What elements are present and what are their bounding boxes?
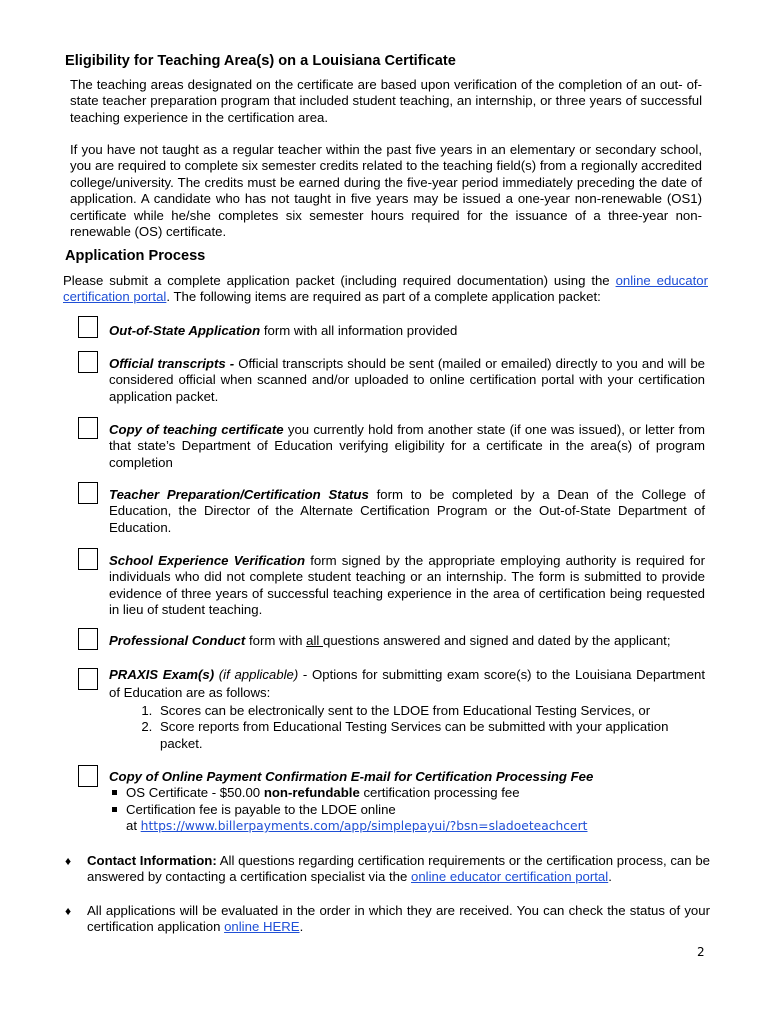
item-description: Official transcripts should be sent (mailed or emailed) directly to you and will be considered official when scanned and/or uploaded to online certification portal with your certification application packet.	[109, 356, 705, 404]
item-description: form with all information provided	[260, 323, 458, 338]
item-title: Professional Conduct	[109, 633, 246, 648]
diamond-bullet-icon: ♦	[65, 904, 72, 918]
certification-portal-link[interactable]: online educator certification portal	[63, 273, 708, 305]
item-description: - Options for submitting exam score(s) to the Louisiana Department of Education are as follows:	[109, 667, 705, 700]
payment-url-link[interactable]: https://www.billerpayments.com/app/simplepayui/?bsn=sladoeteachcert	[140, 819, 588, 834]
item-title: Copy of teaching certificate	[109, 422, 284, 437]
item-description: form signed by the appropriate employing authority is required for individuals who did not complete student teaching or an internship. The form is submitted to provide evidence of three years of successful teaching experience in the area of certification being requested in lieu of student teaching.	[109, 553, 705, 618]
payable-text: Certification fee is payable to the LDOE online	[126, 801, 396, 817]
item-description: form to be completed by a Dean of the College of Education, the Director of the Alternate Certification Program or the Out-of-State Department of Education.	[109, 487, 706, 535]
checklist-item-text	[109, 422, 705, 471]
item-title: Official transcripts -	[109, 356, 235, 371]
checklist-item-text	[109, 356, 705, 405]
intro-text-after: . The following items are required as part of a complete application packet:	[166, 289, 601, 305]
contact-text	[87, 853, 710, 886]
diamond-bullet-icon: ♦	[65, 854, 72, 868]
list-item	[126, 785, 705, 801]
item-emphasis: all	[306, 633, 323, 648]
contact-label: Contact Information:	[87, 853, 217, 868]
item-qualifier: (if applicable)	[214, 667, 299, 682]
item-title: Teacher Preparation/Certification Status	[109, 487, 369, 502]
evaluation-text	[87, 903, 710, 936]
checkbox[interactable]	[78, 316, 98, 338]
evaluation-description: All applications will be evaluated in the order in which they are received. You can check the status of your certification application	[87, 903, 710, 935]
eligibility-paragraph-2: If you have not taught as a regular teacher within the past five years in an elementary or secondary school, you are required to complete six semester credits related to the teaching field(s) from a regionally accredited college/university. The credits must be earned during the five-year period immediately preceding the date of application. A candidate who has not taught in five years may be issued a one-year non-renewable (OS1) certificate while he/she completes six semester hours required for the issuance of a three-year non-renewable (OS) certificate.	[70, 142, 702, 240]
list-item: 2. Score reports from Educational Testing Services can be submitted with your application packet.	[156, 719, 705, 752]
intro-text-before: Please submit a complete application packet (including required documentation) using the	[63, 273, 616, 288]
evaluation-end: .	[299, 919, 304, 935]
checkbox[interactable]	[78, 548, 98, 570]
checkbox[interactable]	[78, 417, 98, 439]
contact-description: All questions regarding certification requirements or the certification process, can be answered by contacting a certification specialist via the	[87, 853, 710, 885]
item-title: Out-of-State Application	[109, 323, 261, 338]
item-description-end: questions answered and signed and dated by the applicant;	[322, 633, 671, 648]
praxis-options-list	[109, 703, 705, 752]
page-number: 2	[697, 945, 705, 959]
application-heading: Application Process	[65, 248, 206, 264]
list-item	[126, 802, 705, 835]
fee-text-end: certification processing fee	[359, 785, 520, 801]
square-bullet-icon	[112, 807, 117, 812]
eligibility-heading: Eligibility for Teaching Area(s) on a Louisiana Certificate	[65, 53, 456, 69]
payment-url-line	[126, 818, 705, 834]
checkbox[interactable]	[78, 765, 98, 787]
square-bullet-icon	[112, 790, 117, 795]
contact-end: .	[608, 869, 612, 885]
status-online-link[interactable]: online HERE	[224, 919, 300, 935]
checklist-item-text	[109, 323, 705, 339]
item-description: form with	[245, 633, 307, 648]
at-label: at	[126, 818, 141, 834]
item-description: you currently hold from another state (if one was issued), or letter from that state’s Department of Education verifying eligibility for a certificate in the area(s) of program completion	[109, 422, 705, 470]
checklist-item-text	[109, 666, 705, 752]
contact-portal-link[interactable]: online educator certification portal	[411, 869, 609, 885]
application-intro	[63, 273, 708, 306]
checkbox[interactable]	[78, 668, 98, 690]
fee-text: OS Certificate - $50.00	[126, 785, 264, 801]
checkbox[interactable]	[78, 351, 98, 373]
checkbox[interactable]	[78, 482, 98, 504]
checklist-item-text	[109, 553, 705, 619]
fee-emphasis: non-refundable	[263, 785, 360, 801]
checklist-item-text	[109, 487, 705, 536]
item-title: School Experience Verification	[109, 553, 306, 568]
checklist-item-text	[109, 633, 705, 649]
fee-list	[109, 785, 705, 834]
item-title: Copy of Online Payment Confirmation E-mail for Certification Processing Fee	[109, 769, 594, 784]
list-item: 1. Scores can be electronically sent to the LDOE from Educational Testing Services, or	[156, 703, 705, 719]
item-title: PRAXIS Exam(s)	[109, 667, 215, 682]
eligibility-paragraph-1: The teaching areas designated on the certificate are based upon verification of the completion of an out- of-state teacher preparation program that included student teaching, an internship, or three years of successful teaching experience in the certification area.	[70, 77, 702, 125]
checkbox[interactable]	[78, 628, 98, 650]
checklist-item-text	[109, 769, 705, 835]
